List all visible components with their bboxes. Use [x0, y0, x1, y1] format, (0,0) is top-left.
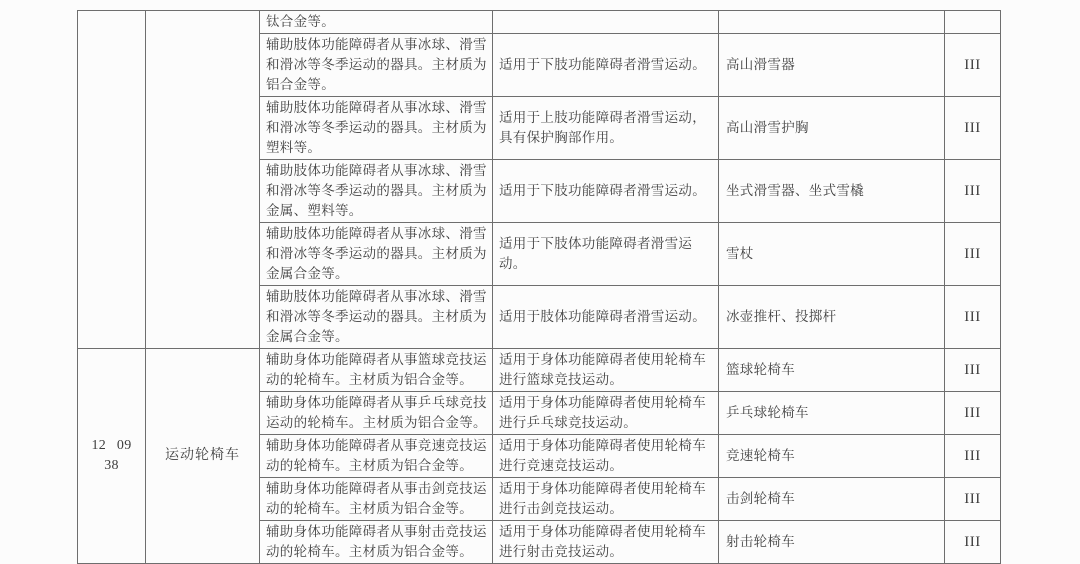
cell-grade: III — [945, 392, 1001, 435]
cell-product: 击剑轮椅车 — [719, 478, 945, 521]
cell-scope: 适用于身体功能障碍者使用轮椅车进行射击竞技运动。 — [493, 521, 719, 564]
cell-product: 乒乓球轮椅车 — [719, 392, 945, 435]
cell-grade: III — [945, 160, 1001, 223]
cell-category-empty — [146, 11, 260, 349]
cell-grade: III — [945, 286, 1001, 349]
cell-desc: 辅助肢体功能障碍者从事冰球、滑雪和滑冰等冬季运动的器具。主材质为铝合金等。 — [260, 34, 493, 97]
cell-product: 篮球轮椅车 — [719, 349, 945, 392]
cell-desc: 辅助身体功能障碍者从事篮球竞技运动的轮椅车。主材质为铝合金等。 — [260, 349, 493, 392]
cell-desc: 辅助身体功能障碍者从事竞速竞技运动的轮椅车。主材质为铝合金等。 — [260, 435, 493, 478]
cell-grade: III — [945, 478, 1001, 521]
cell-category: 运动轮椅车 — [146, 349, 260, 564]
cell-scope: 适用于下肢功能障碍者滑雪运动。 — [493, 34, 719, 97]
cell-desc: 辅助身体功能障碍者从事射击竞技运动的轮椅车。主材质为铝合金等。 — [260, 521, 493, 564]
cell-desc: 辅助肢体功能障碍者从事冰球、滑雪和滑冰等冬季运动的器具。主材质为金属、塑料等。 — [260, 160, 493, 223]
cell-desc: 辅助肢体功能障碍者从事冰球、滑雪和滑冰等冬季运动的器具。主材质为金属合金等。 — [260, 286, 493, 349]
cell-scope: 适用于身体功能障碍者使用轮椅车进行篮球竞技运动。 — [493, 349, 719, 392]
cell-grade-empty — [945, 11, 1001, 34]
cell-scope: 适用于上肢功能障碍者滑雪运动，具有保护胸部作用。 — [493, 97, 719, 160]
cell-desc: 辅助肢体功能障碍者从事冰球、滑雪和滑冰等冬季运动的器具。主材质为金属合金等。 — [260, 223, 493, 286]
cell-grade: III — [945, 435, 1001, 478]
cell-product: 雪杖 — [719, 223, 945, 286]
cell-scope-empty — [493, 11, 719, 34]
cell-scope: 适用于下肢功能障碍者滑雪运动。 — [493, 160, 719, 223]
cell-scope: 适用于身体功能障碍者使用轮椅车进行竞速竞技运动。 — [493, 435, 719, 478]
cell-product: 坐式滑雪器、坐式雪橇 — [719, 160, 945, 223]
cell-grade: III — [945, 349, 1001, 392]
table-row — [78, 349, 1001, 392]
cell-code-empty — [78, 11, 146, 349]
cell-product-empty — [719, 11, 945, 34]
table-row — [78, 11, 1001, 34]
cell-product: 冰壶推杆、投掷杆 — [719, 286, 945, 349]
cell-grade: III — [945, 97, 1001, 160]
cell-desc: 辅助肢体功能障碍者从事冰球、滑雪和滑冰等冬季运动的器具。主材质为塑料等。 — [260, 97, 493, 160]
cell-code: 12 09 38 — [78, 349, 146, 564]
cell-scope: 适用于肢体功能障碍者滑雪运动。 — [493, 286, 719, 349]
cell-grade: III — [945, 521, 1001, 564]
cell-grade: III — [945, 34, 1001, 97]
cell-desc: 辅助身体功能障碍者从事乒乓球竞技运动的轮椅车。主材质为铝合金等。 — [260, 392, 493, 435]
cell-product: 高山滑雪器 — [719, 34, 945, 97]
cell-product: 射击轮椅车 — [719, 521, 945, 564]
cell-product: 竞速轮椅车 — [719, 435, 945, 478]
cell-scope: 适用于身体功能障碍者使用轮椅车进行击剑竞技运动。 — [493, 478, 719, 521]
cell-product: 高山滑雪护胸 — [719, 97, 945, 160]
cell-scope: 适用于身体功能障碍者使用轮椅车进行乒乓球竞技运动。 — [493, 392, 719, 435]
cell-desc-partial: 钛合金等。 — [260, 11, 493, 34]
cell-grade: III — [945, 223, 1001, 286]
cell-scope: 适用于下肢体功能障碍者滑雪运动。 — [493, 223, 719, 286]
cell-desc: 辅助身体功能障碍者从事击剑竞技运动的轮椅车。主材质为铝合金等。 — [260, 478, 493, 521]
classification-table — [77, 10, 1001, 564]
